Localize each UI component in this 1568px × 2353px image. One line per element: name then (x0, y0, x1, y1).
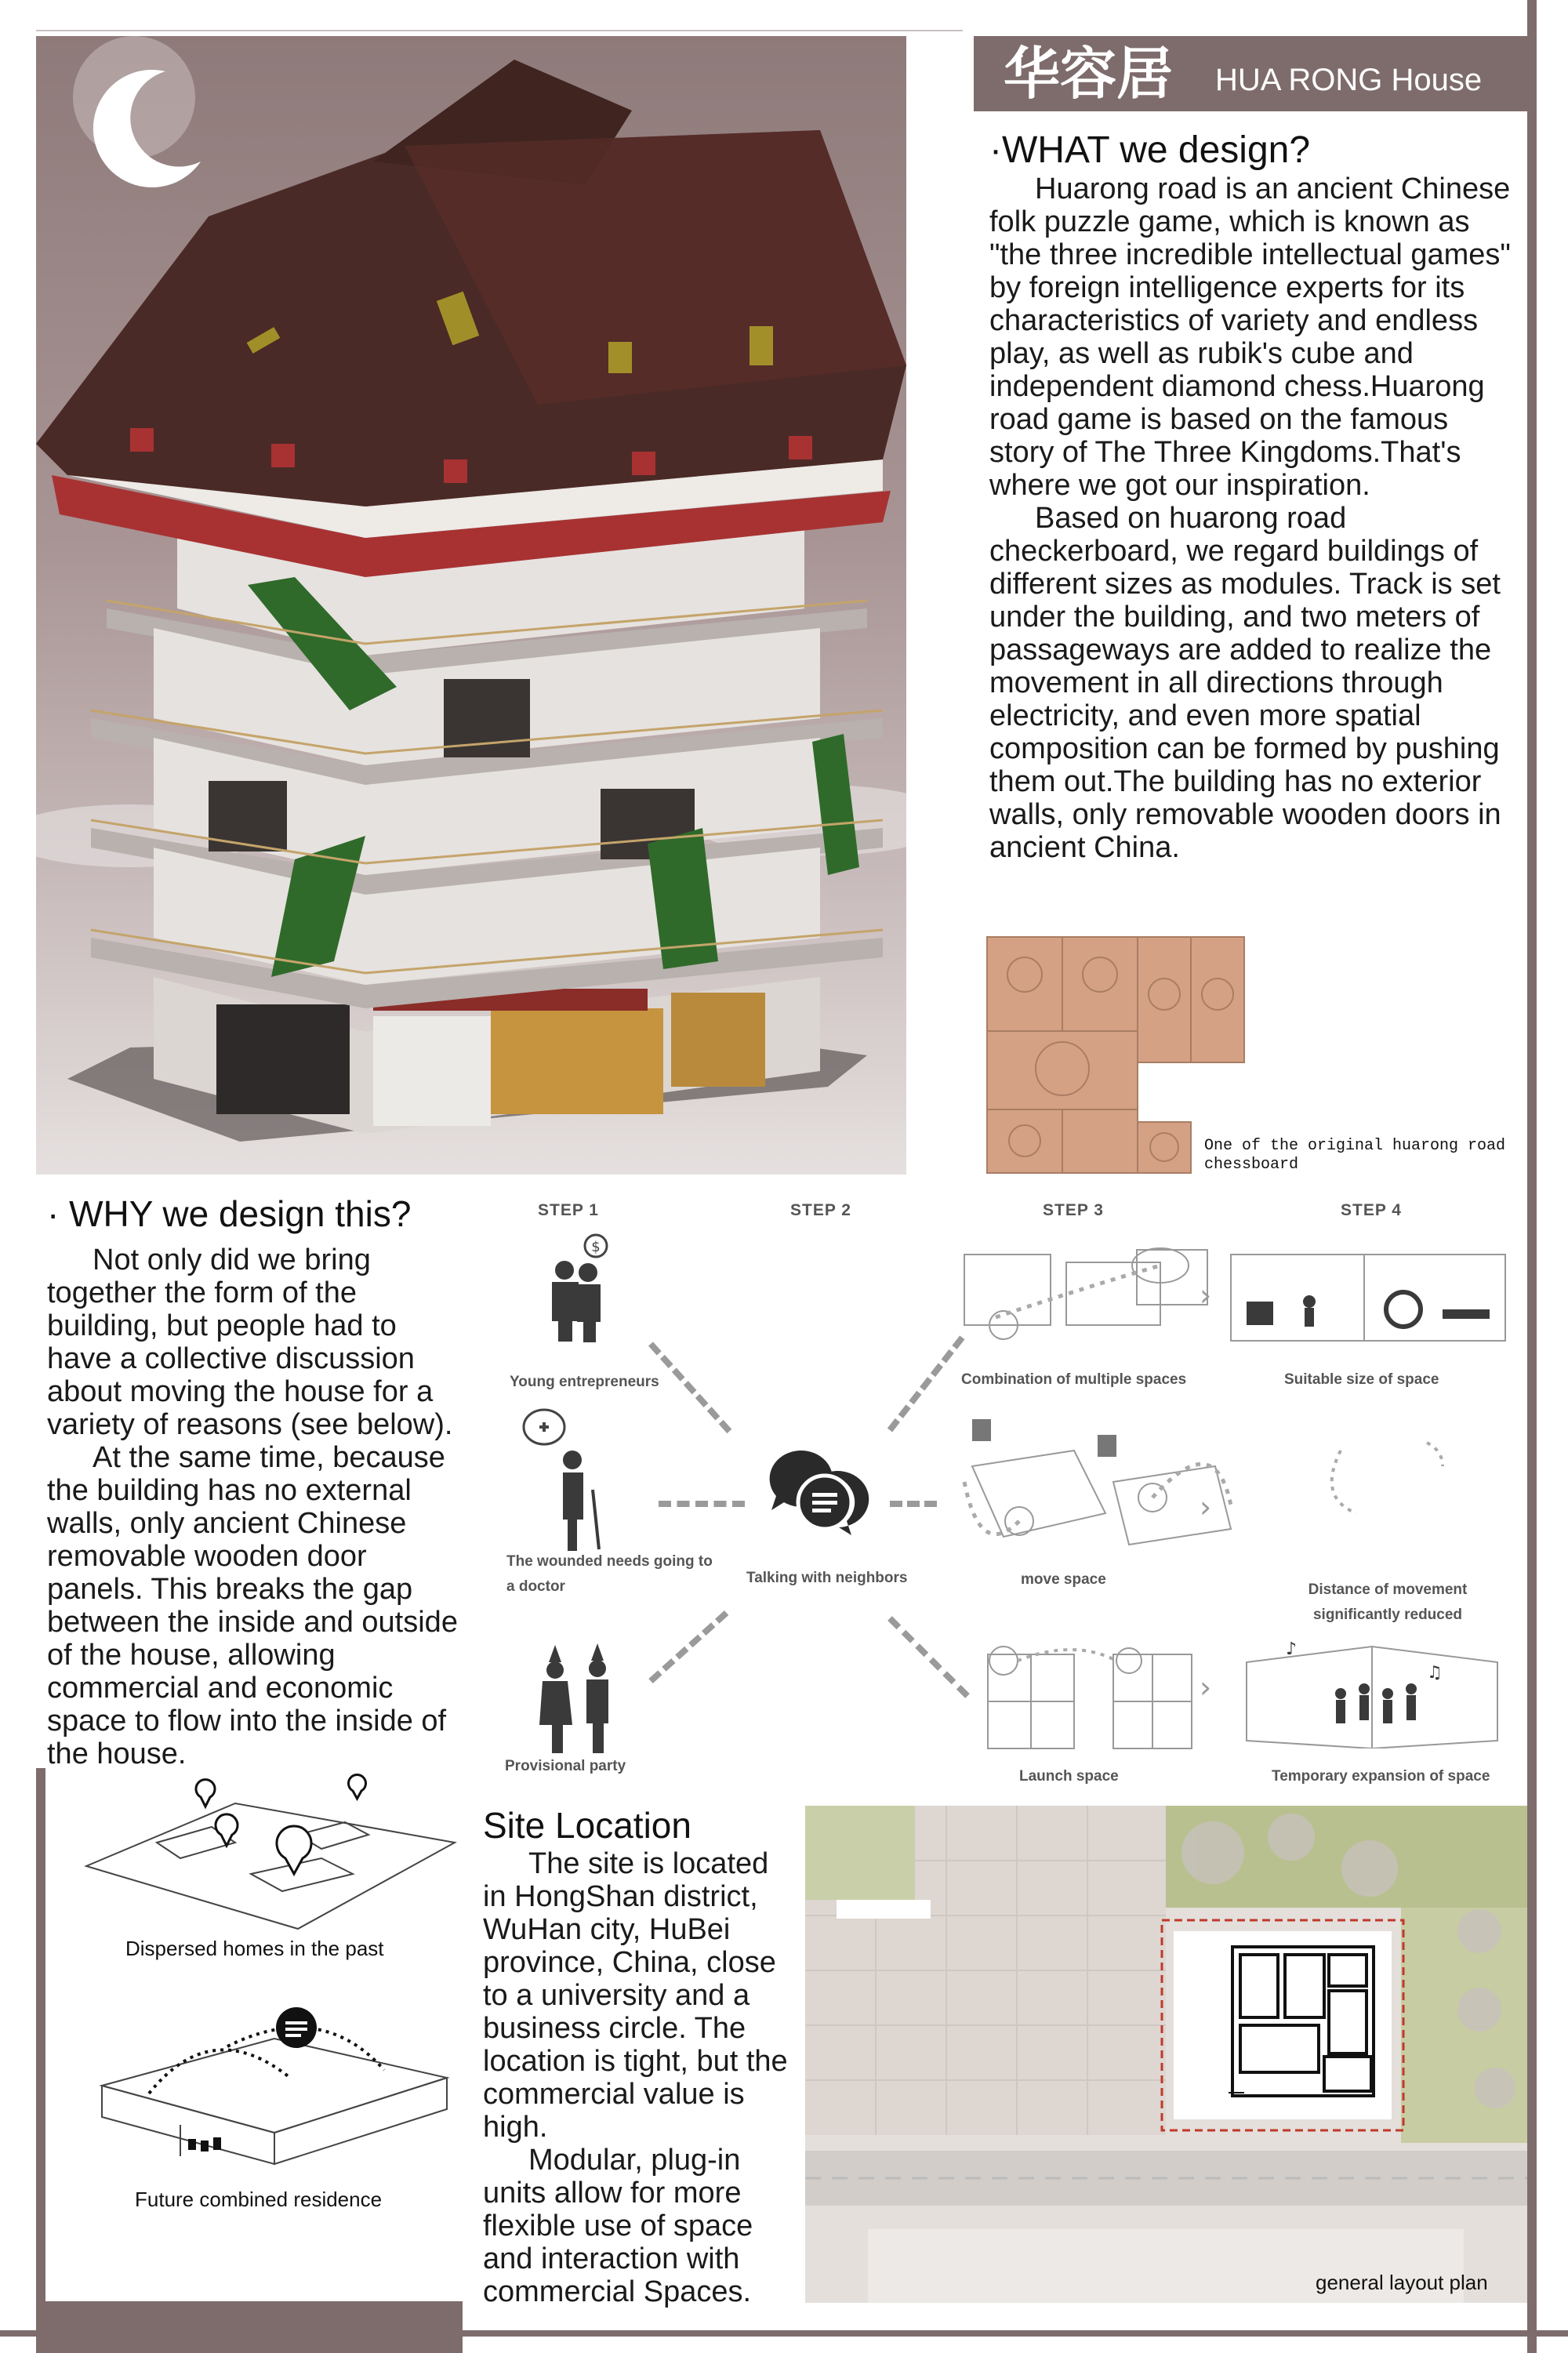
move-space-sketch (956, 1419, 1239, 1568)
caption-dispersed-homes: Dispersed homes in the past (125, 1937, 384, 1960)
connector-dash-bot-right (887, 1616, 970, 1698)
connector-dash-bot-left (648, 1610, 728, 1683)
connector-dash-mid-left (659, 1501, 745, 1507)
distance-reduced-sketch (1309, 1435, 1466, 1521)
steps-diagram (502, 1192, 1521, 1788)
connector-dash-mid-right (890, 1501, 937, 1507)
combination-spaces-sketch (956, 1239, 1223, 1341)
step4-label-suitable: Suitable size of space (1284, 1371, 1439, 1388)
arrow-top: › (1200, 1278, 1212, 1313)
frame-bottom-bar (36, 2301, 463, 2353)
chat-bubbles-icon (768, 1443, 870, 1552)
step2-label-talking: Talking with neighbors (746, 1570, 908, 1586)
why-heading: · WHY we design this? (47, 1193, 412, 1234)
launch-space-sketch (972, 1639, 1207, 1756)
step-1-header: STEP 1 (538, 1201, 599, 1219)
site-paragraph-1: The site is located in HongShan district, WuHan city, HuBei province, China, close to a university and a business circle. The location is tight, but the commercial value is high. (483, 1847, 788, 2144)
frame-top-line (36, 30, 963, 31)
site-section (483, 1803, 793, 2308)
entrepreneurs-icon (525, 1227, 643, 1345)
site-plan-map (805, 1806, 1527, 2303)
frame-bottom-line (0, 2330, 1568, 2337)
title-english: HUA RONG House (1215, 63, 1483, 97)
why-paragraph-1: Not only did we bring together the form of the building, but people had to have a collective discussion about moving the house for a variety of reasons (see below). (47, 1244, 453, 1441)
site-paragraph-2: Modular, plug-in units allow for more flexible use of space and interaction with commercial Spaces. (483, 2144, 753, 2308)
arrow-mid: › (1200, 1490, 1212, 1524)
dispersed-homes-diagram (78, 1772, 463, 1944)
frame-right-bar (1527, 0, 1537, 2353)
step3-label-move: move space (1021, 1571, 1106, 1588)
chessboard-caption: One of the original huarong road chessboard (1204, 1137, 1506, 1174)
suitable-space-sketch (1223, 1247, 1521, 1349)
building-illustration (36, 36, 906, 1175)
step4-label-distance: Distance of movement significantly reduced (1308, 1581, 1468, 1623)
caption-combined-residence: Future combined residence (135, 2188, 383, 2211)
step1-label-wounded: The wounded needs going to a doctor (506, 1553, 713, 1595)
title-bar (974, 36, 1527, 111)
what-paragraph-2: Based on huarong road checkerboard, we regard buildings of different sizes as modules. Track is set under the building, and two meters of passageways are added to realize the movement in all directions through electricity, and even more spatial composition can be formed by pushing them out.The building has no exterior walls, only removable wooden doors in ancient China. (989, 502, 1501, 864)
hero-building-render (36, 36, 906, 1175)
site-heading: Site Location (483, 1805, 691, 1846)
combined-residence-diagram (86, 1999, 463, 2188)
svg-text:♫: ♫ (1427, 1663, 1443, 1683)
step3-label-launch: Launch space (1019, 1768, 1119, 1785)
svg-text:♪: ♪ (1286, 1639, 1298, 1659)
step1-label-entrepreneurs: Young entrepreneurs (510, 1374, 659, 1390)
title-chinese: 华容居 (1004, 40, 1174, 107)
temporary-expansion-sketch (1231, 1631, 1513, 1748)
what-heading: ·WHAT we design? (989, 129, 1311, 171)
connector-dash-top-right (887, 1335, 965, 1432)
what-paragraph-1: Huarong road is an ancient Chinese folk puzzle game, which is known as "the three incredible intellectual games" by foreign intelligence experts for its characteristics of variety and endless play, as well as rubik's cube and independent diamond chess.Huarong road game is based on the famous story of The Three Kingdoms.That's where we got our inspiration. (989, 172, 1511, 502)
connector-dash-top-left (648, 1342, 731, 1433)
site-plan-caption: general layout plan (1316, 2271, 1488, 2294)
why-section (47, 1190, 463, 1770)
svg-text:$: $ (591, 1239, 601, 1255)
step1-label-party: Provisional party (505, 1758, 626, 1774)
step4-label-expansion: Temporary expansion of space (1272, 1768, 1490, 1785)
step-4-header: STEP 4 (1341, 1201, 1402, 1219)
wounded-person-icon (517, 1403, 619, 1560)
arrow-bot: › (1200, 1670, 1212, 1705)
frame-left-bar (36, 1768, 45, 2353)
step-3-header: STEP 3 (1043, 1201, 1104, 1219)
step3-label-combination: Combination of multiple spaces (961, 1371, 1187, 1388)
what-section (989, 129, 1512, 864)
step-2-header: STEP 2 (790, 1201, 851, 1219)
party-people-icon (525, 1639, 635, 1756)
why-paragraph-2: At the same time, because the building has no external walls, only ancient Chinese removable wooden door panels. This breaks the gap between the inside and outside of the house, allowing commercial and economic space to flow into the inside of the house. (47, 1441, 458, 1770)
